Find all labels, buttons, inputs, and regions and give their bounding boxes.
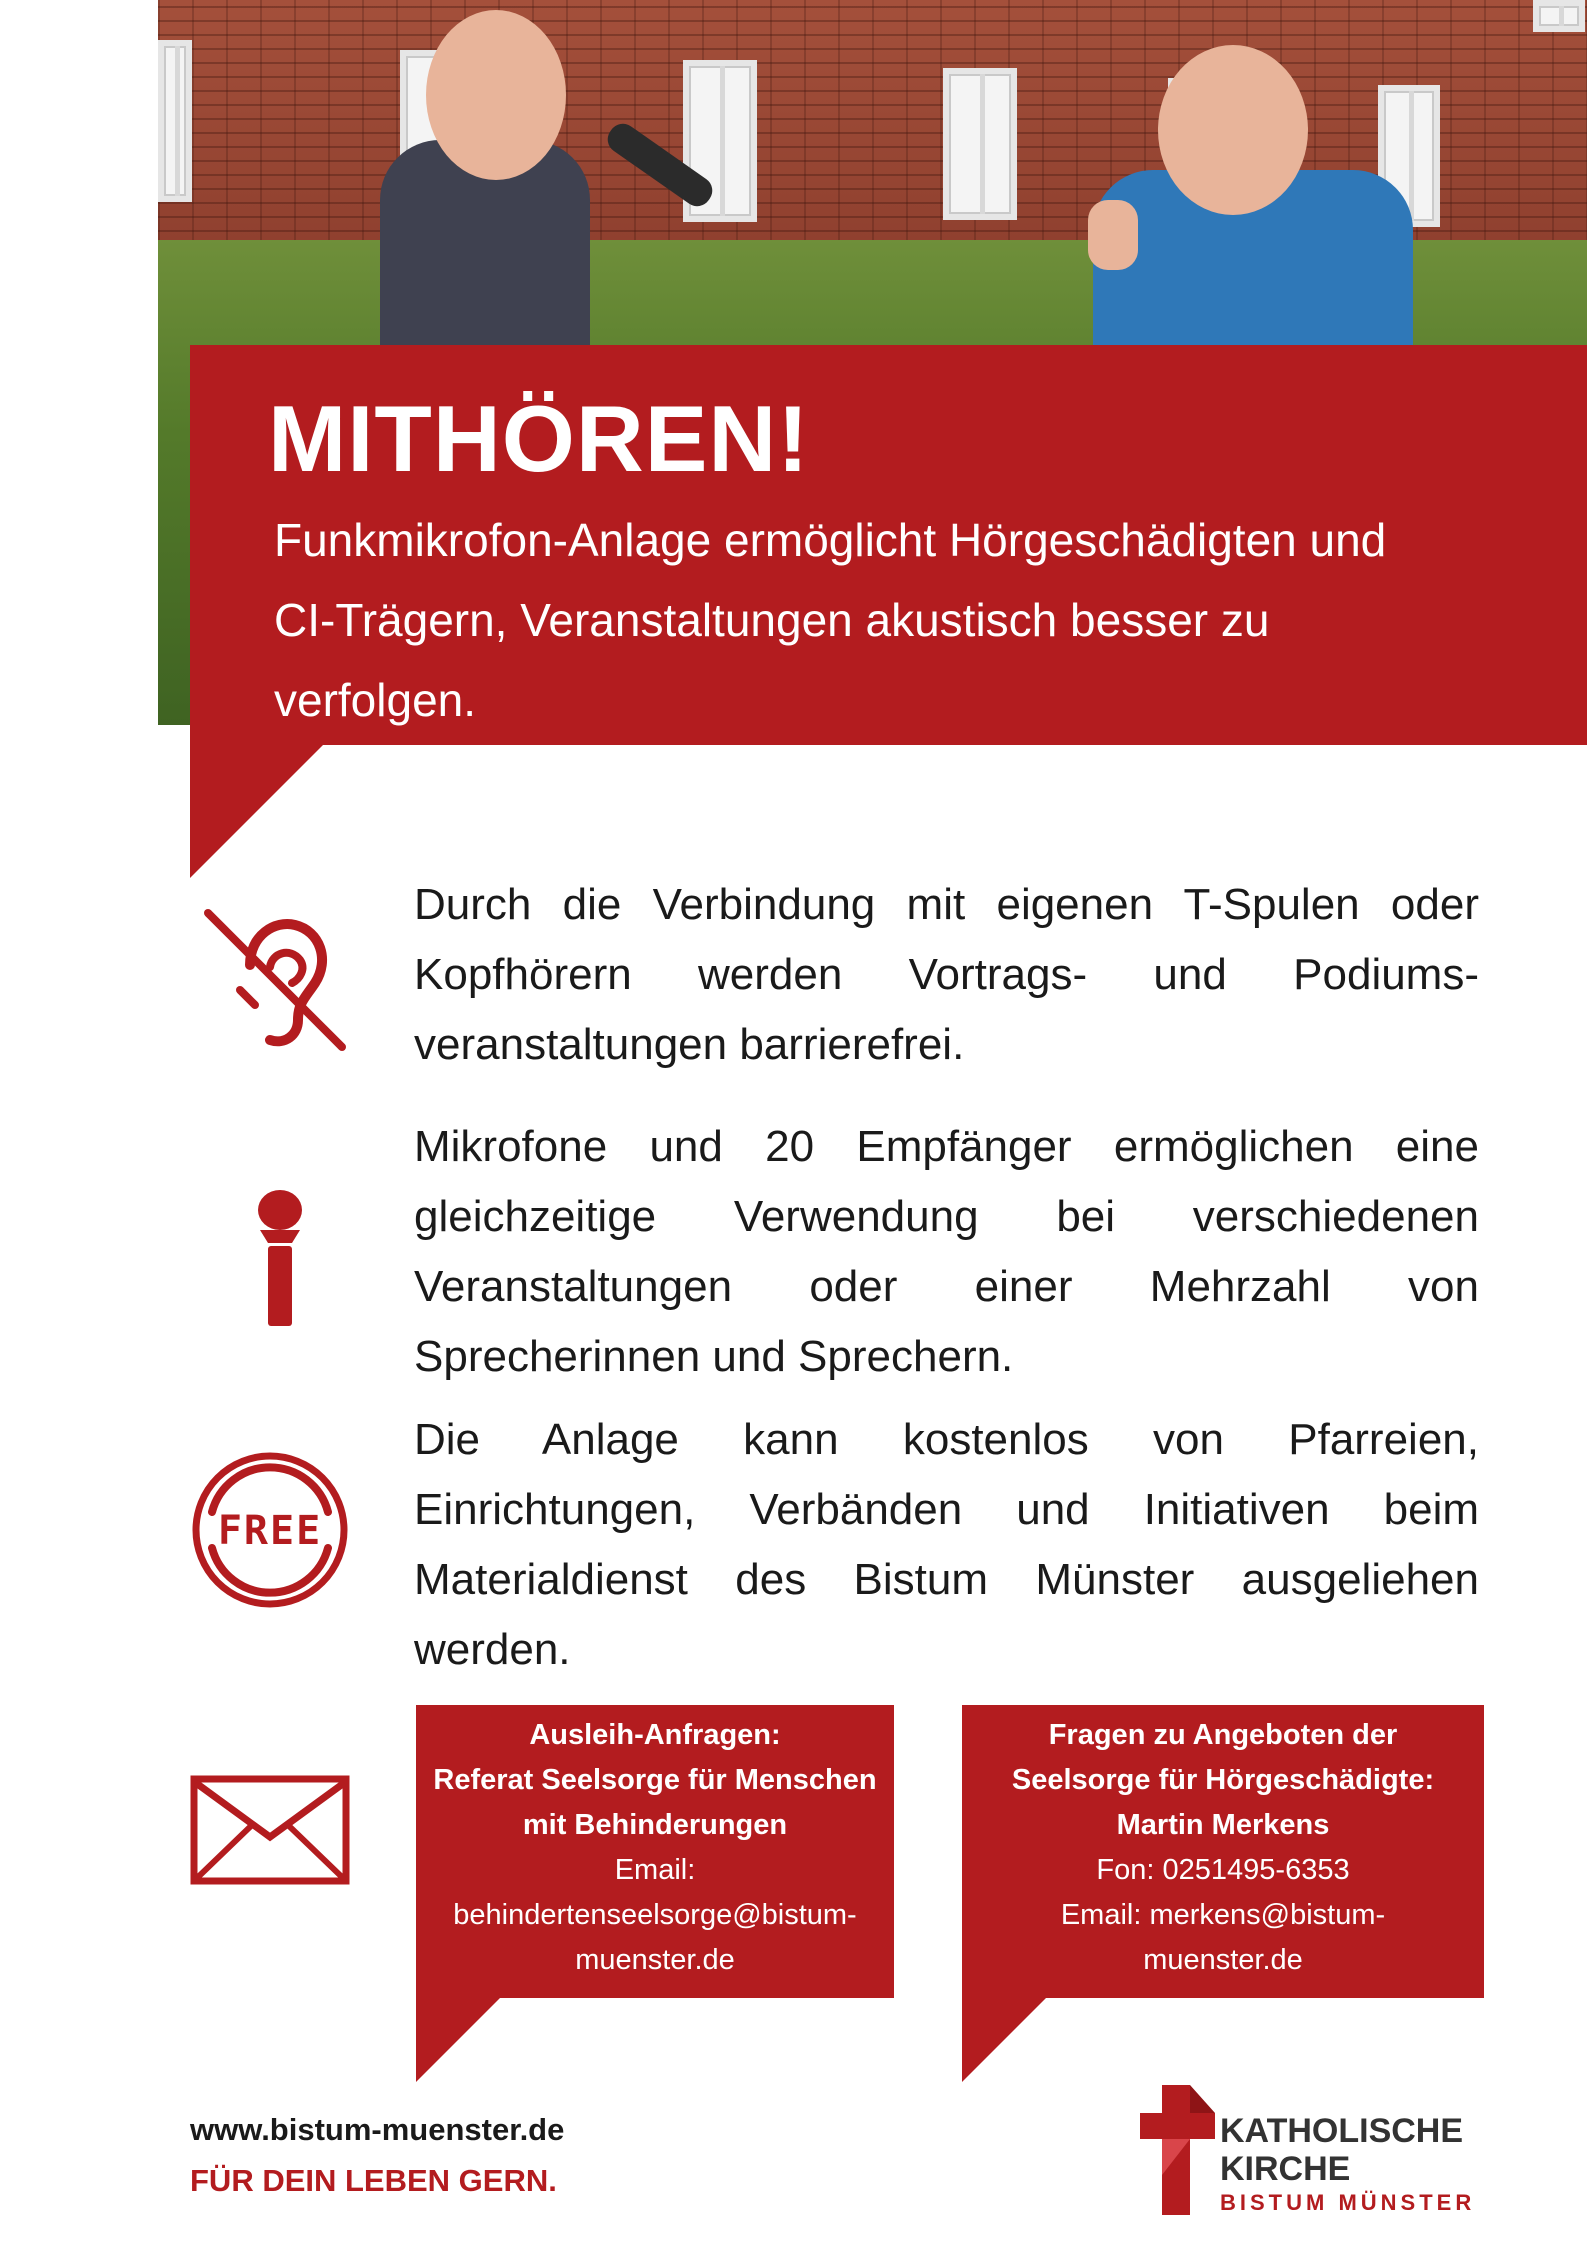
contact-left-email-label: Email:	[614, 1854, 696, 1886]
website-link[interactable]: www.bistum-muenster.de	[190, 2112, 565, 2147]
slogan: FÜR DEIN LEBEN GERN.	[190, 2163, 557, 2198]
contact-right-line2: Seelsorge für Hörgeschädigte:	[1011, 1764, 1435, 1796]
page-title: MITHÖREN!	[268, 386, 810, 491]
logo-line-3: BISTUM MÜNSTER	[1220, 2190, 1476, 2215]
envelope-icon	[190, 1775, 350, 1885]
banner-tail	[190, 744, 324, 878]
church-logo-text	[1220, 2112, 1475, 2218]
contact-right-line1: Fragen zu Angeboten der	[1048, 1719, 1398, 1751]
contact-left-line2: mit Behinderungen	[522, 1809, 788, 1841]
window	[1533, 0, 1585, 32]
contact-box-loan-requests	[416, 1705, 894, 1998]
contact-left-heading: Ausleih-Anfragen:	[529, 1719, 781, 1751]
feature-text-empfaenger: Mikrofone und 20 Empfänger ermöglichen eine gleichzeitige Verwendung bei verschiedenen Veranstaltungen oder einer Mehrzahl von Sprecherinnen und Sprechern.	[414, 1122, 1479, 1381]
contact-box-left-tail	[416, 1997, 501, 2082]
feature-text-barrierefrei: Durch die Verbindung mit eigenen T-Spulen oder Kopfhörern werden Vortrags- und Podiums-veranstaltungen barrierefrei.	[414, 880, 1479, 1069]
thumbs-up-hand	[1088, 200, 1138, 270]
contact-left-email-part2[interactable]: muenster.de	[575, 1944, 735, 1976]
contact-right-phone[interactable]: Fon: 0251495-6353	[1096, 1854, 1350, 1886]
feature-text-kostenlos: Die Anlage kann kostenlos von Pfarreien, Einrichtungen, Verbänden und Initiativen beim Materialdienst des Bistum Münster ausgeliehen werden.	[414, 1415, 1479, 1674]
contact-right-email-part2[interactable]: muenster.de	[1143, 1944, 1303, 1976]
hearing-impaired-icon	[200, 905, 350, 1055]
contact-box-right-tail	[962, 1997, 1047, 2082]
contact-box-hearing-ministry	[962, 1705, 1484, 1998]
free-badge-icon	[190, 1450, 350, 1610]
contact-right-name: Martin Merkens	[1116, 1809, 1330, 1841]
church-cross-logo-icon	[1140, 2085, 1215, 2215]
page-subtitle: Funkmikrofon-Anlage ermöglicht Hörgeschädigten und CI-Trägern, Veranstaltungen akustisch besser zu verfolgen.	[274, 514, 1387, 726]
microphone-icon	[250, 1188, 310, 1328]
logo-line-1: KATHOLISCHE	[1220, 2112, 1464, 2150]
window	[158, 40, 192, 202]
window	[943, 68, 1017, 220]
logo-line-2: KIRCHE	[1220, 2150, 1351, 2188]
contact-left-email-part1[interactable]: behindertenseelsorge@bistum-	[453, 1899, 857, 1931]
contact-right-email-part1[interactable]: Email: merkens@bistum-	[1060, 1899, 1386, 1931]
contact-left-line1: Referat Seelsorge für Menschen	[433, 1764, 877, 1796]
free-badge-label: FREE	[217, 1508, 323, 1554]
